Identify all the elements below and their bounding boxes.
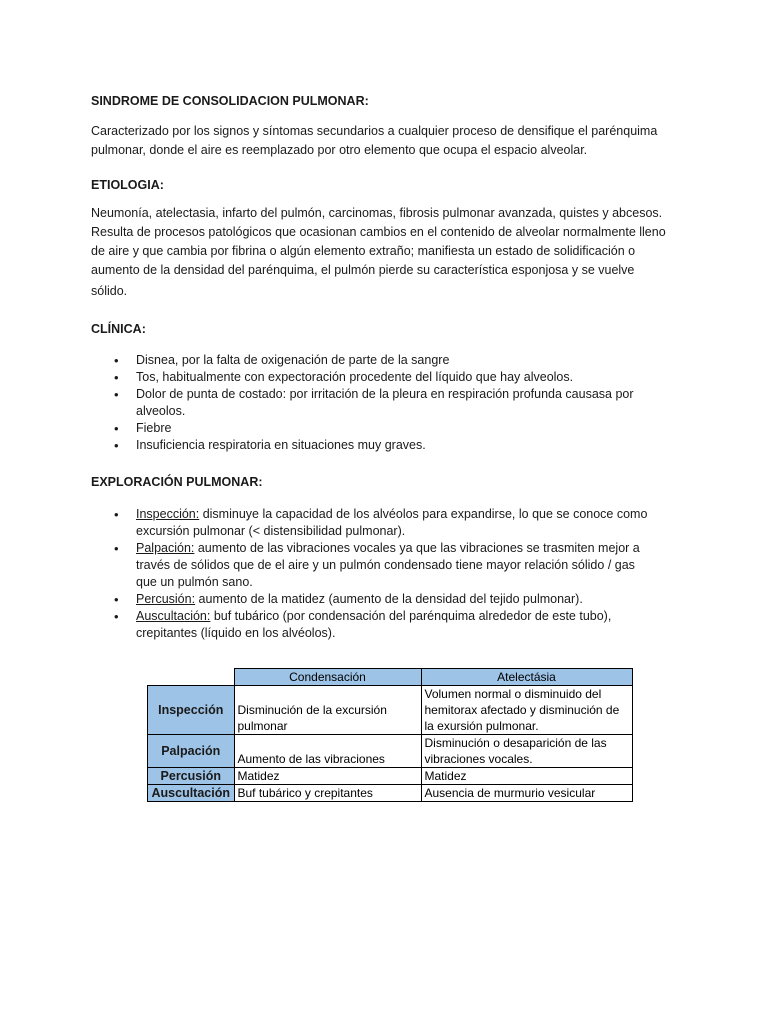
list-item [114, 506, 654, 540]
table-cell: Aumento de las vibraciones [234, 735, 421, 768]
term-text: aumento de las vibraciones vocales ya que las vibraciones se trasmiten mejor a través de sólidos que de el aire y un pulmón condensado tiene mayor relación sólido / gas que un pulmón sano. [136, 541, 640, 589]
term-label: Palpación: [136, 541, 195, 555]
list-item [114, 608, 654, 642]
table-corner [148, 669, 235, 686]
term-text: disminuye la capacidad de los alvéolos para expandirse, lo que se conoce como excursión pulmonar (< distensibilidad pulmonar). [136, 507, 648, 538]
clinica-heading: CLÍNICA: [91, 322, 146, 336]
table-row [148, 768, 633, 785]
table-row [148, 785, 633, 802]
table-cell: Buf tubárico y crepitantes [234, 785, 421, 802]
etiologia-line: sólido. [91, 284, 128, 298]
table-header-row [148, 669, 633, 686]
list-item: • Disnea, por la falta de oxigenación de parte de la sangre [114, 352, 654, 369]
etiologia-line: de aire y que cambia por fibrina o algún elemento extraño; manifiesta un estado de solidificación o [91, 244, 636, 258]
table-cell: Matidez [234, 768, 421, 785]
list-item [114, 540, 654, 591]
etiologia-line: Resulta de procesos patológicos que ocasionan cambios en el contenido de alveolar normalmente lleno [91, 225, 666, 239]
column-header: Condensación [234, 669, 421, 686]
row-header: Auscultación [148, 785, 235, 802]
intro-line-1: Caracterizado por los signos y síntomas secundarios a cualquier proceso de densifique el parénquima [91, 124, 658, 138]
row-header: Percusión [148, 768, 235, 785]
etiologia-line: Neumonía, atelectasia, infarto del pulmón, carcinomas, fibrosis pulmonar avanzada, quistes y abcesos. [91, 206, 663, 220]
list-item [114, 591, 654, 608]
table-row [148, 686, 633, 735]
exploracion-heading: EXPLORACIÓN PULMONAR: [91, 475, 263, 489]
term-label: Percusión: [136, 592, 196, 606]
row-header: Inspección [148, 686, 235, 735]
list-item: • Tos, habitualmente con expectoración procedente del líquido que hay alveolos. [114, 369, 654, 386]
table-cell: Ausencia de murmurio vesicular [421, 785, 632, 802]
list-item: • Dolor de punta de costado: por irritación de la pleura en respiración profunda causasa por alveolos. [114, 386, 654, 420]
list-item: • Insuficiencia respiratoria en situaciones muy graves. [114, 437, 654, 454]
list-item: • Fiebre [114, 420, 654, 437]
etiologia-heading: ETIOLOGIA: [91, 178, 164, 192]
term-text: aumento de la matidez (aumento de la densidad del tejido pulmonar). [195, 592, 583, 606]
table-cell: Disminución o desaparición de las vibraciones vocales. [421, 735, 632, 768]
intro-line-2: pulmonar, donde el aire es reemplazado por otro elemento que ocupa el espacio alveolar. [91, 143, 588, 157]
term-text: buf tubárico (por condensación del parénquima alrededor de este tubo), crepitantes (líquido en los alvéolos). [136, 609, 612, 640]
table-cell: Disminución de la excursión pulmonar [234, 686, 421, 735]
table-cell: Matidez [421, 768, 632, 785]
etiologia-line: aumento de la densidad del parénquima, el pulmón pierde su característica esponjosa y se vuelve [91, 263, 635, 277]
row-header: Palpación [148, 735, 235, 768]
exploracion-list [114, 506, 654, 642]
table-cell: Volumen normal o disminuido del hemitorax afectado y disminución de la exursión pulmonar. [421, 686, 632, 735]
table-row [148, 735, 633, 768]
comparison-table [147, 668, 633, 802]
page-title: SINDROME DE CONSOLIDACION PULMONAR: [91, 94, 369, 108]
clinica-list [114, 352, 654, 454]
column-header: Atelectásia [421, 669, 632, 686]
term-label: Inspección: [136, 507, 200, 521]
term-label: Auscultación: [136, 609, 211, 623]
